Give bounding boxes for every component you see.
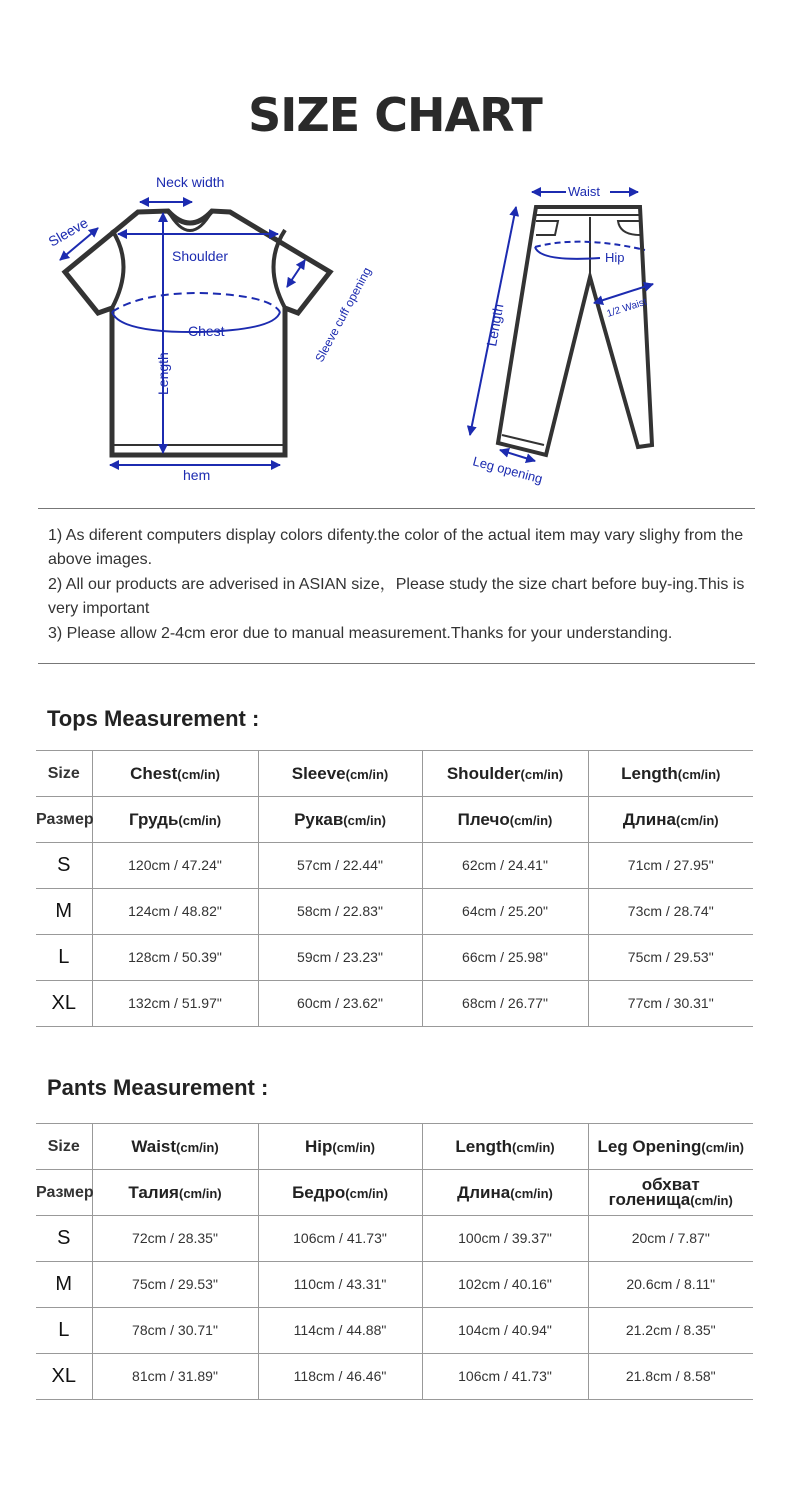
- value-cell: 62cm / 24.41": [422, 843, 588, 889]
- value-cell: 120cm / 47.24": [92, 843, 258, 889]
- header-label: Waist: [131, 1136, 177, 1156]
- header-label: Chest: [130, 763, 178, 783]
- header-label: Hip: [304, 1136, 333, 1156]
- tops-heading: Tops Measurement :: [47, 706, 260, 731]
- unit-label: (cm/in): [178, 812, 222, 828]
- unit-label: (cm/in): [176, 1139, 219, 1155]
- header-label: Размер: [36, 811, 94, 828]
- table-row: [36, 889, 753, 935]
- header-label: Талия: [128, 1182, 179, 1202]
- header-label: Sleeve: [291, 763, 346, 783]
- header-cell: [422, 1170, 588, 1216]
- note-3: 3) Please allow 2-4cm eror due to manual measurement.Thanks for your understanding.: [48, 625, 673, 642]
- value-cell: 114cm / 44.88": [258, 1308, 422, 1354]
- value-cell: 57cm / 22.44": [258, 843, 422, 889]
- value-cell: 71cm / 27.95": [588, 843, 753, 889]
- value-cell: 110cm / 43.31": [258, 1262, 422, 1308]
- size-cell: L: [36, 1308, 92, 1354]
- unit-label: (cm/in): [178, 1185, 222, 1201]
- value-cell: 78cm / 30.71": [92, 1308, 258, 1354]
- header-row: [36, 751, 753, 797]
- value-cell: 58cm / 22.83": [258, 889, 422, 935]
- value-cell: 68cm / 26.77": [422, 981, 588, 1027]
- header-label: Shoulder: [446, 763, 521, 783]
- unit-label: (cm/in): [690, 1193, 733, 1208]
- table-row: [36, 1354, 753, 1400]
- header-cell: [92, 1170, 258, 1216]
- header-cell: [92, 751, 258, 797]
- unit-label: (cm/in): [510, 1185, 553, 1201]
- value-cell: 75cm / 29.53": [92, 1262, 258, 1308]
- hem-label: hem: [183, 467, 211, 483]
- header-cell: [588, 751, 753, 797]
- value-cell: 64cm / 25.20": [422, 889, 588, 935]
- header-label: Размер: [36, 1184, 94, 1201]
- table-row: [36, 981, 753, 1027]
- divider: [38, 508, 755, 509]
- header-cell: [36, 751, 92, 797]
- note-1: 1) As diferent computers display colors difenty.the color of the actual item may vary slighy from the above images.: [48, 527, 744, 568]
- value-cell: 100cm / 39.37": [422, 1216, 588, 1262]
- header-label: Длина: [622, 809, 676, 829]
- value-cell: 66cm / 25.98": [422, 935, 588, 981]
- header-label: Плечо: [457, 809, 510, 829]
- unit-label: (cm/in): [345, 1185, 388, 1201]
- neck-width-label: Neck width: [156, 174, 225, 190]
- table-row: [36, 1308, 753, 1354]
- value-cell: 106cm / 41.73": [258, 1216, 422, 1262]
- header-label: Длина: [457, 1182, 511, 1202]
- size-cell: M: [36, 1262, 92, 1308]
- value-cell: 20cm / 7.87": [588, 1216, 753, 1262]
- header-label: Грудь: [128, 809, 179, 829]
- value-cell: 21.2cm / 8.35": [588, 1308, 753, 1354]
- header-label: Size: [47, 1138, 80, 1155]
- value-cell: 59cm / 23.23": [258, 935, 422, 981]
- unit-label: (cm/in): [512, 1139, 555, 1155]
- header-row: [36, 797, 753, 843]
- value-cell: 21.8cm / 8.58": [588, 1354, 753, 1400]
- header-label: Length: [621, 763, 678, 783]
- leg-opening-label: Leg opening: [471, 453, 545, 487]
- pants-heading: Pants Measurement :: [47, 1075, 269, 1100]
- value-cell: 124cm / 48.82": [92, 889, 258, 935]
- sleeve-label: Sleeve: [45, 214, 91, 250]
- unit-label: (cm/in): [701, 1139, 744, 1155]
- header-cell: [36, 1170, 92, 1216]
- page-title: SIZE CHART: [248, 88, 542, 142]
- unit-label: (cm/in): [677, 766, 721, 782]
- tops-table: [36, 750, 753, 1027]
- header-row: [36, 1124, 753, 1170]
- shoulder-label: Shoulder: [172, 248, 229, 264]
- pants-length-label: Length: [483, 302, 507, 348]
- header-label: Size: [47, 765, 80, 782]
- header-cell: [422, 751, 588, 797]
- size-cell: S: [36, 843, 92, 889]
- value-cell: 132cm / 51.97": [92, 981, 258, 1027]
- header-label: Бедро: [292, 1182, 346, 1202]
- tshirt-diagram: [40, 165, 400, 495]
- pants-table: [36, 1123, 753, 1400]
- unit-label: (cm/in): [343, 812, 386, 828]
- header-cell: [258, 751, 422, 797]
- sleeve-cuff-label: Sleeve cuff opening: [312, 264, 375, 365]
- value-cell: 73cm / 28.74": [588, 889, 753, 935]
- header-cell: [588, 797, 753, 843]
- header-cell: [422, 797, 588, 843]
- unit-label: (cm/in): [509, 812, 553, 828]
- size-cell: M: [36, 889, 92, 935]
- header-cell: [588, 1124, 753, 1170]
- pants-diagram: [440, 165, 680, 495]
- header-cell: [258, 1170, 422, 1216]
- unit-label: (cm/in): [345, 766, 389, 782]
- header-label: Length: [455, 1136, 513, 1156]
- note-2: 2) All our products are adverised in ASIAN size，Please study the size chart before buy-ing.This is very important: [48, 576, 745, 617]
- unit-label: (cm/in): [675, 812, 719, 828]
- header-label: обхват голенища: [608, 1175, 700, 1209]
- value-cell: 75cm / 29.53": [588, 935, 753, 981]
- waist-label: Waist: [568, 184, 601, 199]
- notes: [48, 524, 748, 647]
- header-cell: [92, 797, 258, 843]
- table-row: [36, 1262, 753, 1308]
- header-label: Leg Opening: [597, 1136, 702, 1156]
- value-cell: 102cm / 40.16": [422, 1262, 588, 1308]
- divider: [38, 663, 755, 664]
- header-label: Рукав: [294, 809, 344, 829]
- half-waist-label: 1/2 Waist: [605, 296, 649, 320]
- header-cell: [258, 1124, 422, 1170]
- header-cell: [258, 797, 422, 843]
- value-cell: 106cm / 41.73": [422, 1354, 588, 1400]
- unit-label: (cm/in): [177, 766, 220, 782]
- value-cell: 104cm / 40.94": [422, 1308, 588, 1354]
- header-cell: [36, 797, 92, 843]
- size-cell: XL: [36, 981, 92, 1027]
- hip-label: Hip: [605, 250, 625, 265]
- header-cell: [588, 1170, 753, 1216]
- table-row: [36, 843, 753, 889]
- header-cell: [36, 1124, 92, 1170]
- unit-label: (cm/in): [332, 1139, 375, 1155]
- size-cell: L: [36, 935, 92, 981]
- table-row: [36, 1216, 753, 1262]
- value-cell: 20.6cm / 8.11": [588, 1262, 753, 1308]
- header-cell: [422, 1124, 588, 1170]
- value-cell: 77cm / 30.31": [588, 981, 753, 1027]
- value-cell: 118cm / 46.46": [258, 1354, 422, 1400]
- value-cell: 72cm / 28.35": [92, 1216, 258, 1262]
- unit-label: (cm/in): [520, 766, 564, 782]
- length-label: Length: [155, 352, 171, 395]
- size-cell: XL: [36, 1354, 92, 1400]
- header-row: [36, 1170, 753, 1216]
- header-cell: [92, 1124, 258, 1170]
- table-row: [36, 935, 753, 981]
- value-cell: 128cm / 50.39": [92, 935, 258, 981]
- value-cell: 60cm / 23.62": [258, 981, 422, 1027]
- value-cell: 81cm / 31.89": [92, 1354, 258, 1400]
- chest-label: Chest: [188, 323, 225, 339]
- size-cell: S: [36, 1216, 92, 1262]
